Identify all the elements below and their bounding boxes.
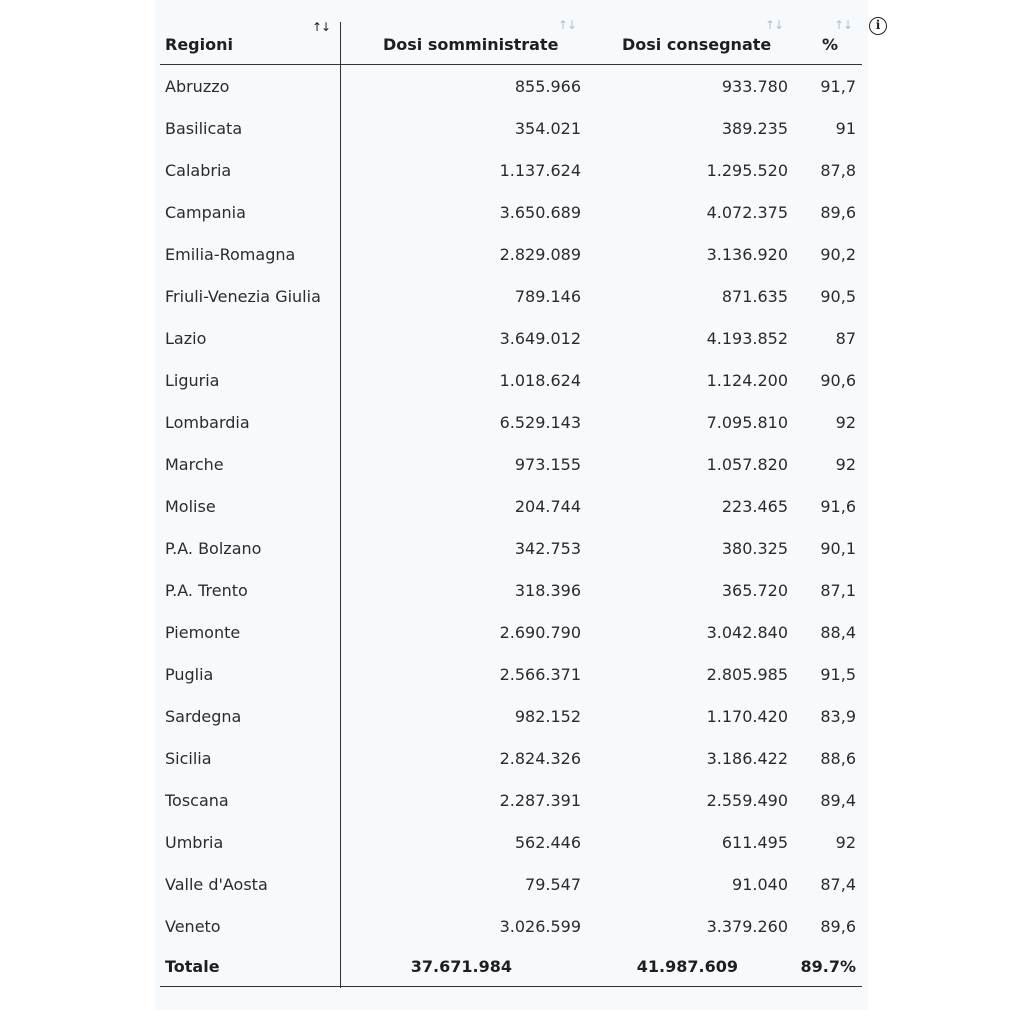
cell-administered: 855.966 xyxy=(514,77,581,96)
cell-administered: 3.650.689 xyxy=(499,203,581,222)
cell-region: Lazio xyxy=(165,329,207,348)
cell-administered: 789.146 xyxy=(514,287,581,306)
total-row xyxy=(160,946,862,988)
cell-region: Campania xyxy=(165,203,246,222)
cell-region: Friuli-Venezia Giulia xyxy=(165,287,321,306)
table-row xyxy=(160,318,862,360)
cell-delivered: 2.559.490 xyxy=(706,791,788,810)
cell-percent: 90,5 xyxy=(820,287,856,306)
cell-delivered: 91.040 xyxy=(732,875,788,894)
cell-delivered: 933.780 xyxy=(721,77,788,96)
cell-region: Toscana xyxy=(165,791,229,810)
cell-percent: 88,4 xyxy=(820,623,856,642)
cell-delivered: 7.095.810 xyxy=(706,413,788,432)
cell-percent: 90,2 xyxy=(820,245,856,264)
cell-administered: 3.026.599 xyxy=(499,917,581,936)
table-row xyxy=(160,570,862,612)
table-row xyxy=(160,696,862,738)
cell-administered: 79.547 xyxy=(525,875,581,894)
header-dosi-consegnate[interactable]: Dosi consegnate xyxy=(622,35,772,54)
cell-region: Piemonte xyxy=(165,623,241,642)
cell-percent: 92 xyxy=(835,413,856,432)
sort-consegnate-icon[interactable]: ↑↓ xyxy=(765,18,784,32)
cell-percent: 91,7 xyxy=(820,77,856,96)
cell-administered: 318.396 xyxy=(514,581,581,600)
table-row xyxy=(160,192,862,234)
cell-region: Molise xyxy=(165,497,216,516)
header-percent[interactable]: % xyxy=(822,35,839,54)
header-dosi-somministrate[interactable]: Dosi somministrate xyxy=(383,35,559,54)
table-row xyxy=(160,906,862,948)
sort-regioni-icon[interactable]: ↑↓ xyxy=(312,20,331,34)
cell-percent: 87,4 xyxy=(820,875,856,894)
table-row xyxy=(160,612,862,654)
cell-percent: 89,6 xyxy=(820,203,856,222)
table-row xyxy=(160,360,862,402)
cell-administered: 982.152 xyxy=(514,707,581,726)
cell-region: Sicilia xyxy=(165,749,212,768)
cell-delivered: 1.057.820 xyxy=(706,455,788,474)
table-row xyxy=(160,528,862,570)
cell-delivered: 1.295.520 xyxy=(706,161,788,180)
cell-region: Valle d'Aosta xyxy=(165,875,268,894)
cell-administered: 562.446 xyxy=(514,833,581,852)
cell-delivered: 3.042.840 xyxy=(706,623,788,642)
cell-percent: 91 xyxy=(835,119,856,138)
cell-percent: 83,9 xyxy=(820,707,856,726)
table-row xyxy=(160,402,862,444)
cell-percent: 91,6 xyxy=(820,497,856,516)
total-administered: 37.671.984 xyxy=(410,957,512,976)
cell-region: P.A. Trento xyxy=(165,581,248,600)
cell-region: Liguria xyxy=(165,371,220,390)
info-icon[interactable]: i xyxy=(869,17,887,35)
cell-percent: 90,1 xyxy=(820,539,856,558)
cell-region: Abruzzo xyxy=(165,77,230,96)
cell-region: Umbria xyxy=(165,833,224,852)
cell-percent: 88,6 xyxy=(820,749,856,768)
cell-region: Lombardia xyxy=(165,413,250,432)
cell-percent: 92 xyxy=(835,455,856,474)
cell-percent: 87,1 xyxy=(820,581,856,600)
cell-delivered: 380.325 xyxy=(721,539,788,558)
cell-administered: 3.649.012 xyxy=(499,329,581,348)
cell-administered: 2.690.790 xyxy=(499,623,581,642)
cell-administered: 1.137.624 xyxy=(499,161,581,180)
table-row xyxy=(160,738,862,780)
cell-percent: 87 xyxy=(835,329,856,348)
table-row xyxy=(160,276,862,318)
cell-region: P.A. Bolzano xyxy=(165,539,262,558)
cell-percent: 91,5 xyxy=(820,665,856,684)
cell-delivered: 3.186.422 xyxy=(706,749,788,768)
total-delivered: 41.987.609 xyxy=(636,957,738,976)
table-row xyxy=(160,486,862,528)
table-row xyxy=(160,822,862,864)
table-row xyxy=(160,108,862,150)
cell-delivered: 2.805.985 xyxy=(706,665,788,684)
cell-delivered: 1.170.420 xyxy=(706,707,788,726)
cell-percent: 92 xyxy=(835,833,856,852)
cell-delivered: 611.495 xyxy=(721,833,788,852)
cell-delivered: 4.072.375 xyxy=(706,203,788,222)
cell-administered: 6.529.143 xyxy=(499,413,581,432)
cell-region: Veneto xyxy=(165,917,221,936)
cell-delivered: 4.193.852 xyxy=(706,329,788,348)
cell-region: Basilicata xyxy=(165,119,243,138)
cell-administered: 342.753 xyxy=(514,539,581,558)
sort-somministrate-icon[interactable]: ↑↓ xyxy=(558,18,577,32)
table-row xyxy=(160,864,862,906)
cell-delivered: 871.635 xyxy=(721,287,788,306)
cell-region: Marche xyxy=(165,455,224,474)
table-row xyxy=(160,780,862,822)
cell-administered: 2.829.089 xyxy=(499,245,581,264)
cell-percent: 89,6 xyxy=(820,917,856,936)
cell-delivered: 3.136.920 xyxy=(706,245,788,264)
cell-administered: 1.018.624 xyxy=(499,371,581,390)
cell-administered: 204.744 xyxy=(514,497,581,516)
cell-delivered: 389.235 xyxy=(721,119,788,138)
total-label: Totale xyxy=(165,957,220,976)
table-row xyxy=(160,444,862,486)
cell-administered: 2.287.391 xyxy=(499,791,581,810)
table-row xyxy=(160,66,862,108)
cell-delivered: 1.124.200 xyxy=(706,371,788,390)
cell-percent: 87,8 xyxy=(820,161,856,180)
cell-region: Emilia-Romagna xyxy=(165,245,296,264)
cell-administered: 973.155 xyxy=(514,455,581,474)
cell-delivered: 223.465 xyxy=(721,497,788,516)
cell-delivered: 365.720 xyxy=(721,581,788,600)
cell-administered: 2.566.371 xyxy=(499,665,581,684)
header-regioni[interactable]: Regioni xyxy=(165,35,233,54)
table-row xyxy=(160,654,862,696)
cell-percent: 89,4 xyxy=(820,791,856,810)
cell-administered: 354.021 xyxy=(514,119,581,138)
cell-region: Puglia xyxy=(165,665,214,684)
cell-delivered: 3.379.260 xyxy=(706,917,788,936)
total-percent: 89.7% xyxy=(800,957,856,976)
cell-administered: 2.824.326 xyxy=(499,749,581,768)
table-row xyxy=(160,150,862,192)
cell-region: Sardegna xyxy=(165,707,242,726)
table-row xyxy=(160,234,862,276)
cell-percent: 90,6 xyxy=(820,371,856,390)
cell-region: Calabria xyxy=(165,161,232,180)
sort-percent-icon[interactable]: ↑↓ xyxy=(834,18,853,32)
header-rule xyxy=(160,64,862,65)
